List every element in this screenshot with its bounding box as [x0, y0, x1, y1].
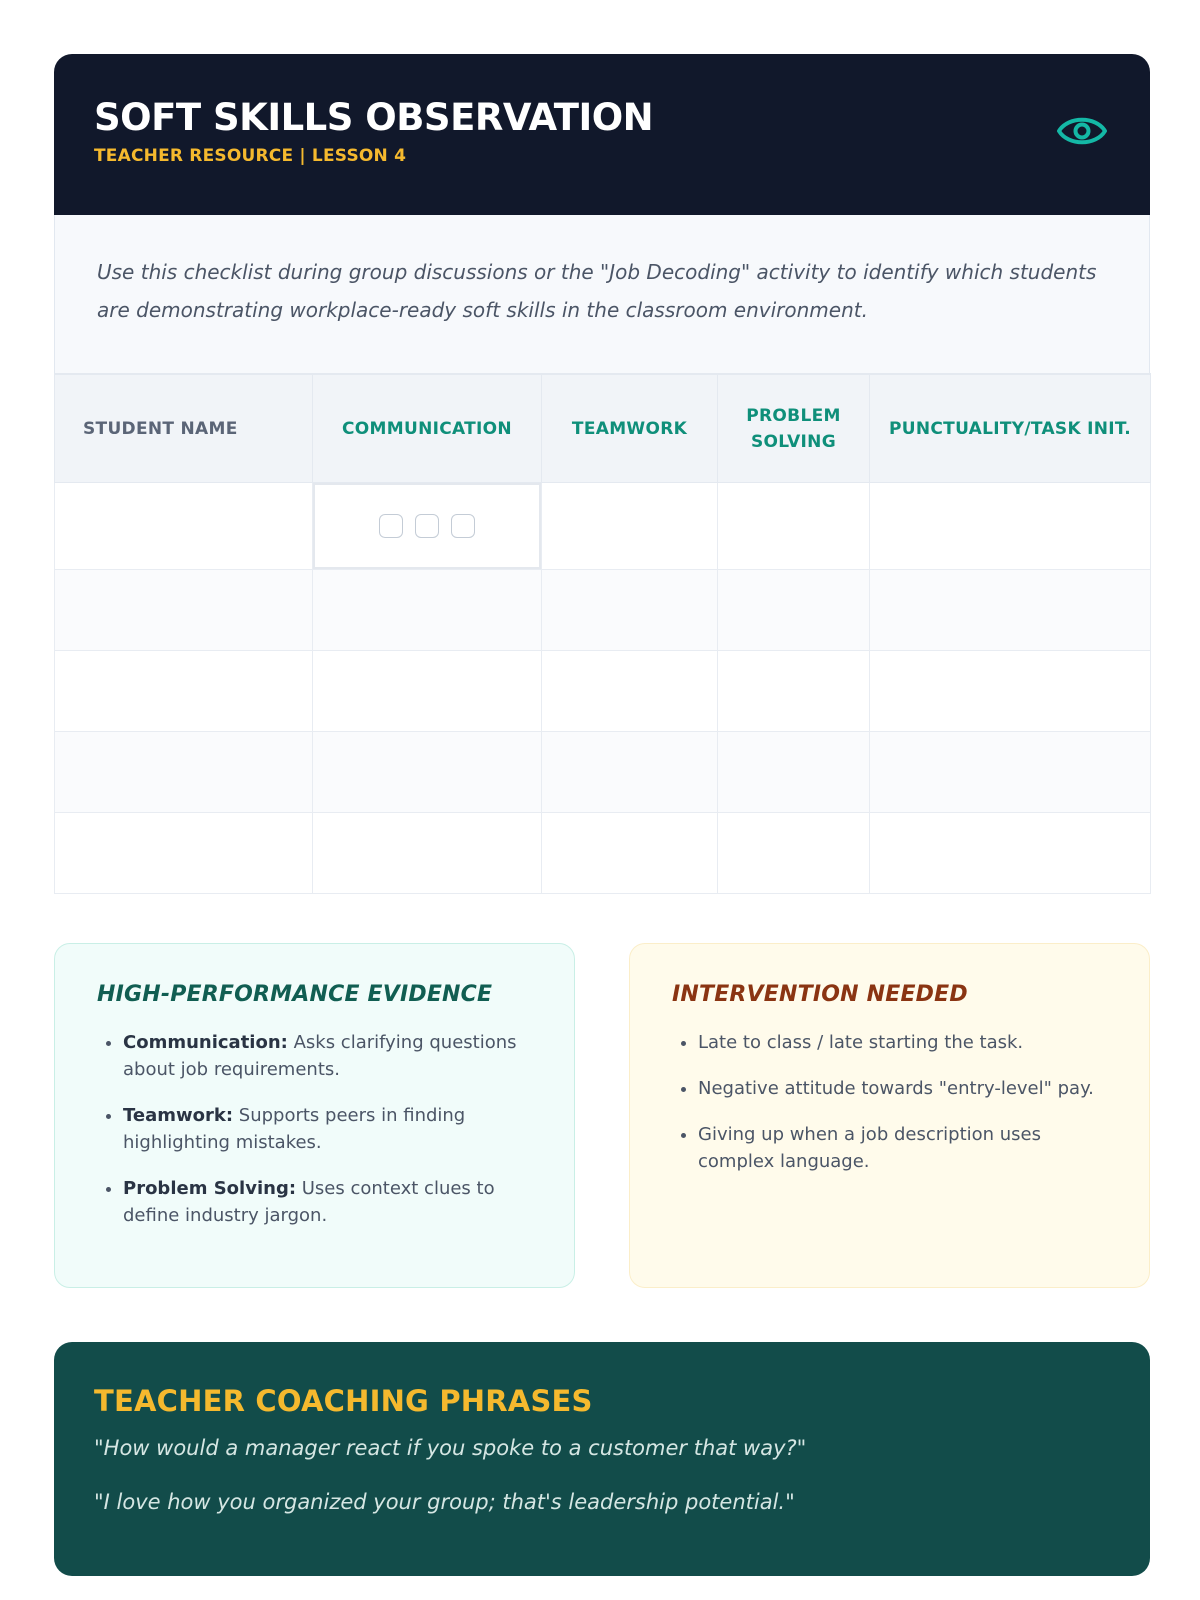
- header-student-name: STUDENT NAME: [55, 374, 313, 483]
- student-name-cell[interactable]: [55, 570, 313, 651]
- communication-cell[interactable]: [313, 651, 542, 732]
- student-name-cell[interactable]: [55, 813, 313, 894]
- problem-solving-cell[interactable]: [718, 813, 870, 894]
- table-row: [55, 570, 1151, 651]
- header: [54, 54, 1150, 215]
- item-text: Supports peers in finding highlighting mistakes.: [123, 1105, 466, 1153]
- item-text: Uses context clues to define industry jargon.: [123, 1178, 495, 1226]
- problem-solving-cell[interactable]: [718, 732, 870, 813]
- eye-icon: [1056, 111, 1108, 151]
- high-performance-list: [97, 1029, 534, 1229]
- item-label: Teamwork:: [123, 1105, 234, 1126]
- observation-sheet: [54, 54, 1150, 1514]
- item-label: Communication:: [123, 1032, 288, 1053]
- intervention-panel: [629, 943, 1150, 1288]
- teamwork-cell[interactable]: [542, 651, 718, 732]
- communication-cell[interactable]: [313, 732, 542, 813]
- header-problem-solving: PROBLEM SOLVING: [718, 374, 870, 483]
- intro-text: Use this checklist during group discussions or the "Job Decoding" activity to identify which students are demonstrating workplace-ready soft skills in the classroom environment.: [54, 215, 1150, 373]
- checkbox[interactable]: [451, 514, 475, 538]
- coaching-quote: "I love how you organized your group; that's leadership potential.": [94, 1490, 795, 1514]
- item-label: Problem Solving:: [123, 1178, 297, 1199]
- punctuality-cell[interactable]: [870, 483, 1151, 570]
- teamwork-cell[interactable]: [542, 570, 718, 651]
- intervention-list: [672, 1029, 1109, 1175]
- table-header-row: [55, 374, 1151, 483]
- checkbox[interactable]: [379, 514, 403, 538]
- punctuality-cell[interactable]: [870, 813, 1151, 894]
- list-item: • Giving up when a job description uses complex language.: [698, 1121, 1109, 1175]
- high-performance-title: HIGH-PERFORMANCE EVIDENCE: [97, 982, 493, 1007]
- communication-cell[interactable]: [313, 813, 542, 894]
- table-row: [55, 483, 1151, 570]
- table-row: [55, 651, 1151, 732]
- table-row: [55, 732, 1151, 813]
- problem-solving-cell[interactable]: [718, 651, 870, 732]
- coaching-quote: "How would a manager react if you spoke to a customer that way?": [94, 1436, 807, 1460]
- teamwork-cell[interactable]: [542, 732, 718, 813]
- evidence-panels: [54, 943, 1150, 1288]
- list-item: • Negative attitude towards "entry-level" pay.: [698, 1075, 1109, 1102]
- list-item: [123, 1029, 534, 1083]
- page-title: SOFT SKILLS OBSERVATION: [94, 96, 654, 139]
- punctuality-cell[interactable]: [870, 732, 1151, 813]
- header-punctuality: PUNCTUALITY/TASK INIT.: [870, 374, 1151, 483]
- intervention-title: INTERVENTION NEEDED: [672, 982, 968, 1007]
- header-communication: COMMUNICATION: [313, 374, 542, 483]
- list-item: [123, 1175, 534, 1229]
- list-item: • Late to class / late starting the task.: [698, 1029, 1109, 1056]
- student-name-cell[interactable]: [55, 483, 313, 570]
- list-item: [123, 1102, 534, 1156]
- page-subtitle: TEACHER RESOURCE | LESSON 4: [94, 146, 407, 166]
- header-teamwork: TEAMWORK: [542, 374, 718, 483]
- communication-cell[interactable]: [313, 570, 542, 651]
- punctuality-cell[interactable]: [870, 651, 1151, 732]
- teamwork-cell[interactable]: [542, 483, 718, 570]
- observation-table: [54, 373, 1151, 894]
- student-name-cell[interactable]: [55, 651, 313, 732]
- problem-solving-cell[interactable]: [718, 570, 870, 651]
- student-name-cell[interactable]: [55, 732, 313, 813]
- communication-cell: [313, 483, 542, 570]
- item-text: Asks clarifying questions about job requirements.: [123, 1032, 517, 1080]
- table-row: [55, 813, 1151, 894]
- coaching-title: TEACHER COACHING PHRASES: [94, 1384, 593, 1418]
- high-performance-panel: [54, 943, 575, 1288]
- checkbox[interactable]: [415, 514, 439, 538]
- teamwork-cell[interactable]: [542, 813, 718, 894]
- coaching-phrases: [54, 1342, 1150, 1576]
- problem-solving-cell[interactable]: [718, 483, 870, 570]
- punctuality-cell[interactable]: [870, 570, 1151, 651]
